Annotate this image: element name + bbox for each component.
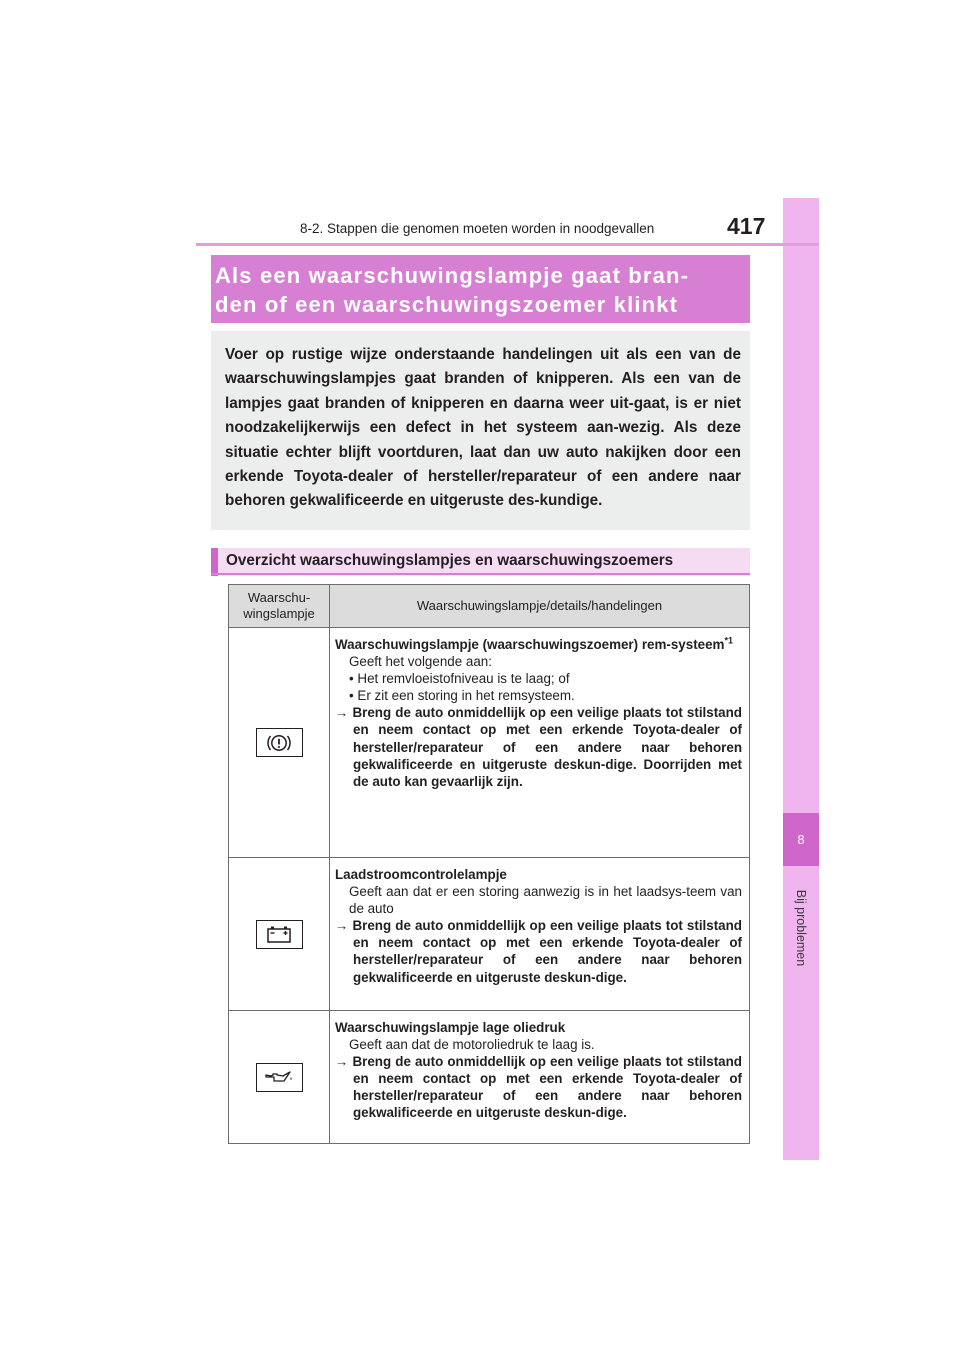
header-divider [196,243,819,246]
intro-text: Voer op rustige wijze onderstaande handelingen uit als een van de waarschuwingslampjes gaat branden of knipperen. Als een van de lampjes gaat branden of knipperen en daarna weer uit-gaat, is er niet noodzakelijkerwijs een defect in het systeem aan-wezig. Als deze situatie echter blijft voortduren, laat dan uw auto nakijken door een erkende Toyota-dealer of hersteller/reparateur of een andere naar behoren gekwalificeerde en uitgeruste des-kundige. [225,346,741,510]
table-row [229,858,750,1011]
column-header-lamp [229,585,330,628]
subheading [211,548,750,576]
list-item: • Het remvloeistofniveau is te laag; of [349,671,570,687]
column-header-details: Waarschuwingslampje/details/handelingen [330,585,750,628]
warning-lights-table [228,584,750,1144]
column-header-lamp-line1: Waarschu- [247,590,311,605]
row-action: → Breng de auto onmiddellijk op een veilige plaats tot stilstand en neem contact op met een erkende Toyota-dealer of hersteller/reparateur of een andere naar behoren gekwalificeerde en uitgeruste deskun-dige. [335,918,742,985]
list-item: • Er zit een storing in het remsysteem. [349,688,575,704]
detail-cell [330,858,750,1011]
row-description: Geeft aan dat de motoroliedruk te laag is. [349,1037,595,1053]
icon-cell [229,1011,330,1144]
subheading-underline [211,573,750,575]
detail-cell [330,1011,750,1144]
intro-box [211,331,750,530]
row-title [335,636,742,653]
row-title: Waarschuwingslampje lage oliedruk [335,1020,566,1035]
page-title-line2: den of een waarschuwingszoemer klinkt [215,292,679,317]
chapter-number: 8 [797,832,805,847]
subheading-text: Overzicht waarschuwingslampjes en waarschuwingszoemers [226,552,674,569]
icon-cell [229,858,330,1011]
table-row [229,628,750,858]
column-header-lamp-line2: wingslampje [243,606,315,621]
row-title: Laadstroomcontrolelampje [335,867,507,882]
page-title [211,255,750,323]
chapter-number-tab[interactable] [783,813,819,866]
table-header-row [229,585,750,628]
footnote-marker: *1 [724,635,733,646]
chapter-label: Bij problemen [794,889,808,967]
row-title-text: Waarschuwingslampje (waarschuwingszoemer) rem-systeem [335,637,725,652]
page-number: 417 [727,213,766,239]
chapter-label-tab [783,873,819,983]
detail-cell [330,628,750,858]
chapter-side-tab [783,198,819,1160]
row-description: Geeft aan dat er een storing aanwezig is in het laadsys-teem van de auto [349,884,742,917]
page-title-line1: Als een waarschuwingslampje gaat bran- [215,263,690,288]
row-description: Geeft het volgende aan: [349,654,492,670]
battery-icon [256,920,303,949]
table-row [229,1011,750,1144]
oil-pressure-icon [256,1063,303,1092]
section-header: 8-2. Stappen die genomen moeten worden in noodgevallen [300,221,655,236]
row-action: → Breng de auto onmiddellijk op een veilige plaats tot stilstand en neem contact op met een erkende Toyota-dealer of hersteller/reparateur of een andere naar behoren gekwalificeerde en uitgeruste deskun-dige. Doorrijden met de auto kan gevaarlijk zijn. [335,705,742,789]
row-action: → Breng de auto onmiddellijk op een veilige plaats tot stilstand en neem contact op met een erkende Toyota-dealer of hersteller/reparateur of een andere naar behoren gekwalificeerde en uitgeruste deskun-dige. [335,1054,742,1121]
brake-warning-icon [256,728,303,757]
icon-cell [229,628,330,858]
